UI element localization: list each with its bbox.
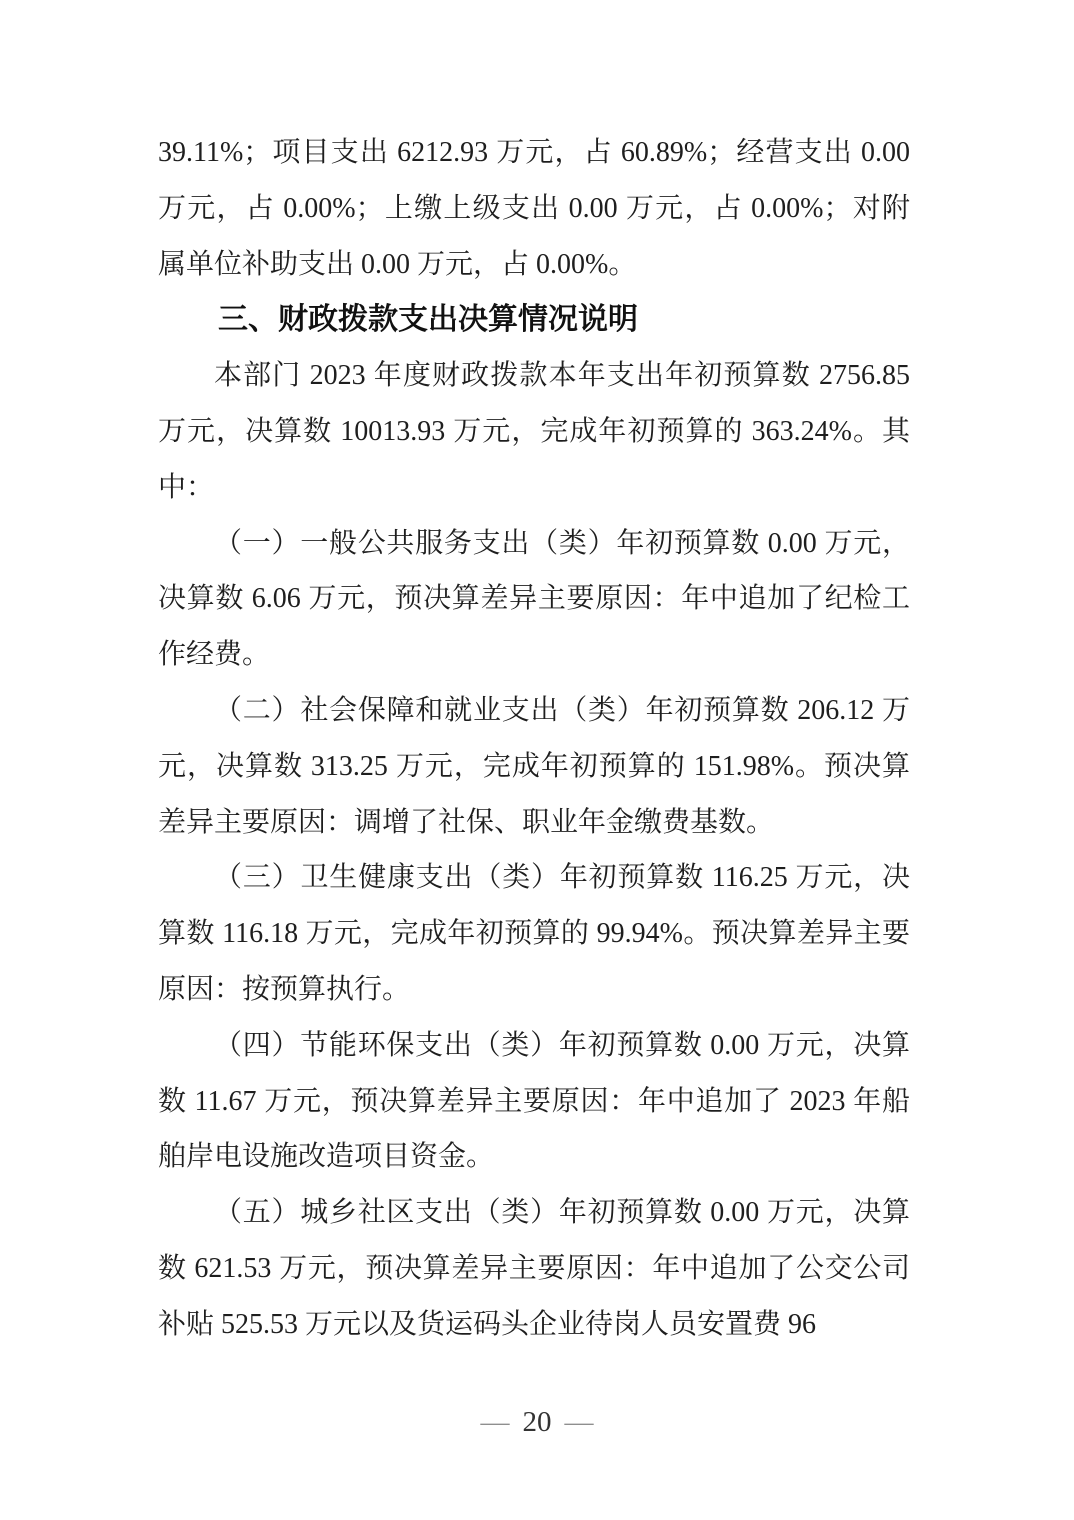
paragraph-item-3-health: （三）卫生健康支出（类）年初预算数 116.25 万元，决算数 116.18 万元，完成年初预算的 99.94%。预决算差异主要原因：按预算执行。 [158, 862, 910, 1005]
paragraph-item-2-social-security-employment: （二）社会保障和就业支出（类）年初预算数 206.12 万元，决算数 313.25 万元，完成年初预算的 151.98%。预决算差异主要原因：调增了社保、职业年金缴费基数。 [158, 694, 910, 838]
paragraph-item-5-urban-rural-community: （五）城乡社区支出（类）年初预算数 0.00 万元，决算数 621.53 万元，预决算差异主要原因：年中追加了公交公司补贴 525.53 万元以及货运码头企业待岗人员安置费 96 [158, 1197, 910, 1340]
paragraph-expenditure-breakdown-continuation: 39.11%；项目支出 6212.93 万元，占 60.89%；经营支出 0.00 万元，占 0.00%；上缴上级支出 0.00 万元，占 0.00%；对附属单位补助支出 0.00 万元，占 0.00%。 [158, 137, 910, 280]
section-heading-fiscal-appropriation: 三、财政拨款支出决算情况说明 [218, 303, 638, 337]
page-number: 20 [522, 1406, 552, 1438]
paragraph-item-4-energy-conservation: （四）节能环保支出（类）年初预算数 0.00 万元，决算数 11.67 万元，预决算差异主要原因：年中追加了 2023 年船舶岸电设施改造项目资金。 [158, 1029, 910, 1173]
document-body [158, 125, 910, 1353]
footer-left-dash: — [480, 1406, 510, 1438]
page-footer [0, 1402, 1074, 1442]
paragraph-item-1-general-public-services: （一）一般公共服务支出（类）年初预算数 0.00 万元，决算数 6.06 万元，预决算差异主要原因：年中追加了纪检工作经费。 [158, 527, 910, 671]
footer-right-dash: — [564, 1406, 594, 1438]
paragraph-fiscal-appropriation-summary: 本部门 2023 年度财政拨款本年支出年初预算数 2756.85 万元，决算数 10013.93 万元，完成年初预算的 363.24%。其中： [158, 360, 910, 503]
